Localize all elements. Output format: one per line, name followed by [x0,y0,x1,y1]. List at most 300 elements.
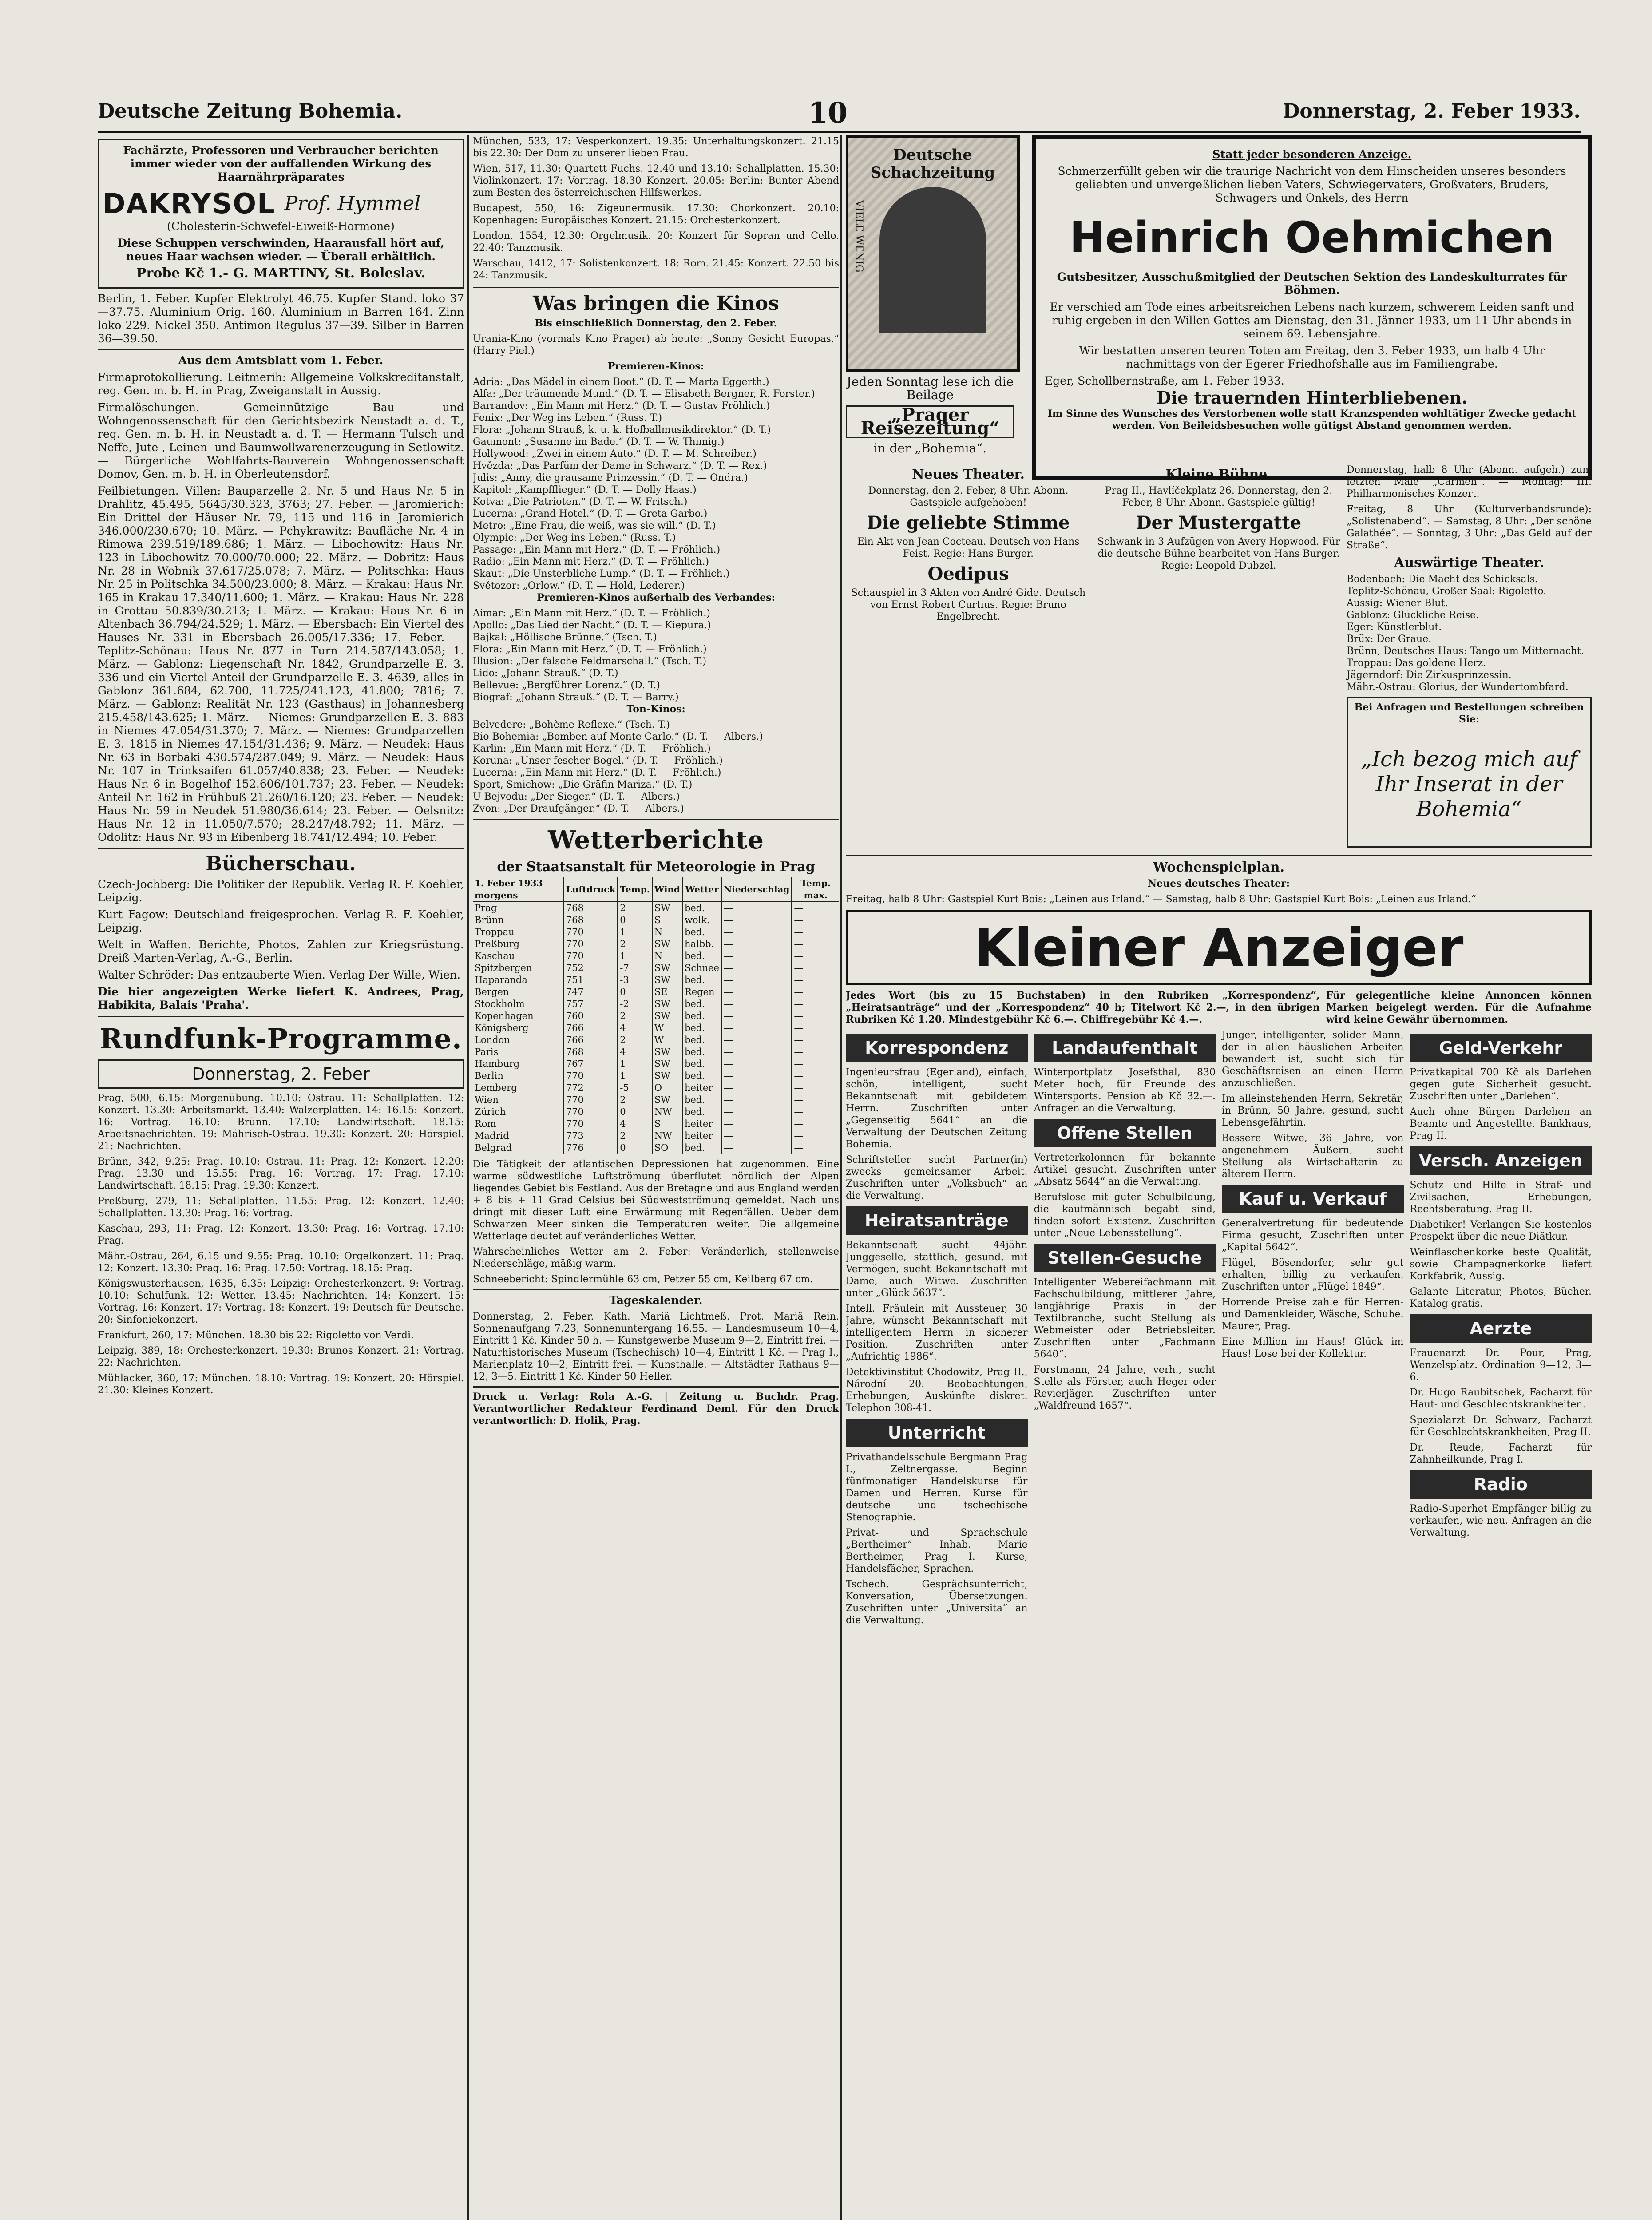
theatre-entry: Teplitz-Schönau, Großer Saal: Rigoletto. [1347,586,1547,597]
weather-cell: bed. [682,1094,721,1106]
cinema-entry: Lido: „Johann Strauß.“ (D. T.) [473,668,618,679]
classified-ad: Flügel, Bösendorfer, sehr gut erhalten, billig zu verkaufen. Zuschriften unter „Flügel 1849“. [1222,1257,1404,1292]
theatre-program: Donnerstag, halb 8 Uhr (Abonn. aufgeh.) zum letzten Male „Carmen“. — Montag: III. Philharmonisches Konzert. [1347,464,1592,500]
amtsblatt-item: Firmalöschungen. Gemeinnützige Bau- und Wohngenossenschaft für den Gerichtsbezirk Neustadt a. d. T., reg. Gen. m. b. H. in Neustadt a. d. T. — Hermann Tulsch und Neffe, Jute-, Leinen- und Baumwollwarenerzeugung in Setlowitz. — Bürgerliche Wohlfahrts-Bauverein Wohngenossenschaft Domov, Gen. m. b. H. in Oberleutensdorf. [98,401,464,480]
ad-product: DAKRYSOL [103,187,276,220]
weather-snow: Schneebericht: Spindlermühle 63 cm, Petzer 55 cm, Keilberg 67 cm. [473,1274,813,1285]
classified-ad: Intelligenter Webereifachmann mit Fachschulbildung, mittlerer Jahre, langjährige Praxis in der Textilbranche, sucht Stellung als Webmeister oder Betriebsleiter. Zuschriften unter „Fachmann 5640“. [1034,1277,1216,1360]
theatre-entry: Eger: Künstlerblut. [1347,622,1442,633]
classified-ad: Winterportplatz Josefsthal, 830 Meter hoch, für Freunde des Wintersports. Pension ab Kč 32.—. Anfragen an die Verwaltung. [1034,1067,1216,1114]
auswaertige-heading: Auswärtige Theater. [1394,555,1544,571]
weather-cell: 773 [564,1130,618,1142]
weather-cell: Zürich [475,1106,506,1117]
cinema-entry: Koruna: „Unser fescher Bogel.“ (D. T. — Fröhlich.) [473,755,723,766]
cinema-entry: Metro: „Eine Frau, die weiß, was sie will.“ (D. T.) [473,520,716,531]
weather-cell: — [792,1010,839,1022]
cinema-entry: Belvedere: „Bohème Reflexe.“ (Tsch. T.) [473,719,670,730]
cat-heiratsantraege: Heiratsanträge [846,1206,1028,1235]
cinema-entry: Kapitol: „Kampfflieger.“ (D. T. — Dolly Haas.) [473,484,697,496]
weather-cell: 0 [618,914,652,926]
neues-theater [846,464,1091,851]
weather-cell: — [721,1034,792,1046]
weather-cell: — [792,998,839,1010]
cinema-entry: Julis: „Anny, die grausame Prinzessin.“ (D. T. — Ondra.) [473,472,748,484]
schach-logo [846,135,1020,372]
theatre-entry: Jägerndorf: Die Zirkusprinzessin. [1347,670,1512,681]
weather-cell: Madrid [475,1130,509,1141]
theatre-program: Freitag, 8 Uhr (Kulturverbandsrunde): „Solistenabend“. — Samstag, 8 Uhr: „Der schöne Galathée“. — Sonntag, 3 Uhr: „Das Geld auf der Straße“. [1347,504,1592,551]
weather-cell: 1 [618,1070,652,1082]
weather-row [473,1010,839,1022]
classified-ad: Privat- und Sprachschule „Bertheimer“ Inhab. Marie Bertheimer, Prag I. Kurse, Handelsfächer, Sprachen. [846,1527,1028,1574]
book-entry: Czech-Jochberg: Die Politiker der Republik. Verlag R. F. Koehler, Leipzig. [98,878,464,904]
divider [98,848,464,849]
weather-row [473,1142,839,1154]
weather-cell: London [475,1035,510,1045]
weather-row [473,962,839,974]
divider [473,1386,839,1388]
weather-col-header: Temp. [618,877,652,902]
weather-cell: 2 [618,1130,652,1142]
kl-rules-text2: Für gelegentliche kleine Annoncen können Marken beigelegt werden. Für die Aufnahme wird keine Gewähr übernommen. [1326,990,1592,1025]
weather-header-row [473,877,839,902]
weather-cell: Rom [475,1118,496,1129]
weather-cell: — [721,926,792,938]
stimme-title: Die geliebte Stimme [867,512,1070,533]
classified-ad: Junger, intelligenter, solider Mann, der in allen häuslichen Arbeiten bewandert ist, sucht sich für Geschäftsreisen an einen Herrn anzuschließen. [1222,1030,1404,1089]
weather-cell: bed. [682,998,721,1010]
weather-cell: — [792,1034,839,1046]
weather-cell: bed. [682,1106,721,1118]
radio-program: Leipzig, 389, 18: Orchesterkonzert. 19.30: Brunos Konzert. 21: Vortrag. 22: Nachrichten. [98,1345,464,1368]
weather-row [473,902,839,914]
classified-ad: Eine Million im Haus! Glück im Haus! Lose bei der Kollektur. [1222,1336,1404,1360]
weather-cell: — [721,1046,792,1058]
prager-title: „Prager Reisezeitung“ [846,405,1014,438]
weather-cell: — [792,1082,839,1094]
miner-figure-icon [879,187,986,333]
weather-row [473,1106,839,1118]
weather-cell: NW [652,1106,682,1118]
death-notice [1032,135,1592,480]
premieren-heading: Premieren-Kinos: [607,361,705,372]
classified-ad: Schriftsteller sucht Partner(in) zwecks gemeinsamer Arbeit. Zuschriften unter „Volksbuch“ an die Verwaltung. [846,1154,1028,1201]
weather-cell: Troppau [475,927,515,937]
classified-ad: Privathandelsschule Bergmann Prag I., Zeltnergasse. Beginn fünfmonatiger Handelskurse für Damen und Herren. Kurse für deutsche und tschechische Stenographie. [846,1452,1028,1523]
neues-theater-info: Donnerstag, den 2. Feber, 8 Uhr. Abonn. Gastspiele aufgehoben! [868,485,1069,508]
divider [98,349,464,350]
weather-col-header: 1. Feber 1933 morgens [473,877,564,902]
kino-heading: Was bringen die Kinos [533,292,779,315]
weather-cell: — [792,914,839,926]
weather-row [473,1058,839,1070]
weather-cell: — [721,1022,792,1034]
weather-cell: Brünn [475,915,504,925]
cinema-entry: Lucerna: „Ein Mann mit Herz.“ (D. T. — Fröhlich.) [473,767,721,778]
weather-cell: halbb. [682,938,721,950]
weather-cell: 767 [564,1058,618,1070]
weather-cell: SW [652,1010,682,1022]
theatre-entry: Bodenbach: Die Macht des Schicksals. [1347,574,1538,585]
weather-cell: 2 [618,902,652,914]
weather-cell: 4 [618,1046,652,1058]
weather-cell: SW [652,974,682,986]
weather-cell: 0 [618,1106,652,1118]
radio-program: Wien, 517, 11.30: Quartett Fuchs. 12.40 und 13.10: Schallplatten. 15.30: Violinkonzert. 17: Vortrag. 18.30 Konzert. 20.05: Berlin: Bunter Abend zum Besten des österreichischen Hilfswerkes. [473,163,839,198]
weather-row [473,1070,839,1082]
weather-cell: 747 [564,986,618,998]
weather-cell: Wien [475,1094,499,1105]
weather-cell: SW [652,1070,682,1082]
theatre-section [846,464,1592,851]
cat-versch-anzeigen: Versch. Anzeigen [1410,1146,1592,1175]
radio-program: Kaschau, 293, 11: Prag. 12: Konzert. 13.30: Prag. 16: Vortrag. 17.10: Prag. [98,1223,464,1246]
masthead-title: Deutsche Zeitung Bohemia. [98,100,403,123]
classified-ad: Im alleinstehenden Herrn, Sekretär, in Brünn, 50 Jahre, gesund, sucht Lebensgefährtin. [1222,1093,1404,1128]
masthead-date: Donnerstag, 2. Feber 1933. [1283,100,1581,123]
theatre-entry: Troppau: Das goldene Herz. [1347,658,1486,669]
weather-cell: NW [652,1130,682,1142]
cinema-entry: Passage: „Ein Mann mit Herz.“ (D. T. — Fröhlich.) [473,544,721,555]
cinema-entry: Illusion: „Der falsche Feldmarschall.“ (Tsch. T.) [473,656,707,667]
notice-text4: Wir bestatten unseren teuren Toten am Freitag, den 3. Feber 1933, um halb 4 Uhr nachmittags von der Egerer Friedhofshalle aus im Familiengrabe. [1079,344,1545,370]
weather-cell: — [792,1070,839,1082]
cinema-entry: Skaut: „Die Unsterbliche Lump.“ (D. T. — Fröhlich.) [473,568,730,579]
weather-cell: 2 [618,1010,652,1022]
classified-ad: Galante Literatur, Photos, Bücher. Katalog gratis. [1410,1286,1592,1309]
weather-cell: N [652,926,682,938]
weather-cell: heiter [682,1082,721,1094]
weather-cell: -7 [618,962,652,974]
weather-cell: — [721,962,792,974]
weather-cell: 776 [564,1142,618,1154]
wetter-heading: Wetterberichte [548,825,764,855]
weather-cell: — [721,1010,792,1022]
weather-cell: 751 [564,974,618,986]
more-theatres [1347,464,1592,851]
weather-cell: 770 [564,950,618,962]
ausserhalb-heading: Premieren-Kinos außerhalb des Verbandes: [537,592,775,603]
classified-ad: Detektivinstitut Chodowitz, Prag II., Národní 20. Beobachtungen, Erhebungen, Auskünfte diskret. Telephon 308-41. [846,1367,1028,1414]
cinema-entry: Biograf: „Johann Strauß.“ (D. T. — Barry.) [473,692,679,703]
weather-cell: -2 [618,998,652,1010]
ad-probe: Probe Kč 1.- G. MARTINY, St. Boleslav. [136,266,426,281]
book-entry: Welt in Waffen. Berichte, Photos, Zahlen zur Kriegsrüstung. Dreiß Marten-Verlag, A.-G., Berlin. [98,938,464,964]
weather-cell: Haparanda [475,975,527,985]
weather-row [473,1082,839,1094]
cinema-entry: Aimar: „Ein Mann mit Herz.“ (D. T. — Fröhlich.) [473,608,710,619]
classified-ad: Dr. Hugo Raubitschek, Facharzt für Haut- und Geschlechtskrankheiten. [1410,1387,1592,1410]
classified-ad: Schutz und Hilfe in Straf- und Zivilsachen, Erhebungen, Rechtsberatung. Prag II. [1410,1180,1592,1215]
classified-ad: Horrende Preise zahle für Herren- und Damenkleider, Wäsche, Schuhe. Maurer, Prag. [1222,1297,1404,1332]
weather-cell: Belgrad [475,1142,512,1153]
classified-ad: Vertreterkolonnen für bekannte Artikel gesucht. Zuschriften unter „Absatz 5644“ an die Verwaltung. [1034,1152,1216,1187]
cinema-entry: Flora: „Johann Strauß, k. u. k. Hofballmusikdirektor.“ (D. T.) [473,424,771,436]
divider [473,1289,839,1290]
kleine-heading: Kleine Bühne. [1165,467,1272,482]
kl-rules [846,990,1592,1029]
cinema-entry: Hvězda: „Das Parfüm der Dame in Schwarz.“ (D. T. — Rex.) [473,460,767,472]
cat-offene-stellen: Offene Stellen [1034,1119,1216,1147]
prager-line2: in der „Bohemia“. [873,441,987,456]
weather-cell: — [721,986,792,998]
neues-theater-heading: Neues Theater. [912,467,1025,482]
weather-cell: — [721,1094,792,1106]
weather-cell: SW [652,1094,682,1106]
weather-cell: 2 [618,938,652,950]
ad-signature: Prof. Hymmel [284,192,421,215]
classified-ad: Auch ohne Bürgen Darlehen an Beamte und Angestellte. Bankhaus, Prag II. [1410,1106,1592,1142]
column-rule [840,135,842,2220]
weather-cell: Königsberg [475,1023,529,1033]
weather-cell: — [792,926,839,938]
weather-cell: — [792,974,839,986]
classified-ad: Radio-Superhet Empfänger billig zu verkaufen, wie neu. Anfragen an die Verwaltung. [1410,1503,1592,1538]
mustergatte-title: Der Mustergatte [1136,512,1302,533]
cat-unterricht: Unterricht [846,1419,1028,1447]
classified-ad: Frauenarzt Dr. Pour, Prag, Wenzelsplatz. Ordination 9—12, 3—6. [1410,1348,1592,1383]
classified-ad: Bekanntschaft sucht 44jähr. Junggeselle, stattlich, gesund, mit Vermögen, sucht Bekanntschaft mit Dame, auch Witwe. Zuschriften unter „Glück 5637“. [846,1240,1028,1299]
weather-cell: — [792,1046,839,1058]
divider [473,286,839,288]
weather-cell: bed. [682,1046,721,1058]
weather-cell: 770 [564,926,618,938]
rundfunk-heading: Rundfunk-Programme. [99,1023,462,1055]
classified-ad: Dr. Reude, Facharzt für Zahnheilkunde, Prag I. [1410,1442,1592,1465]
weather-cell: Berlin [475,1070,503,1081]
rundfunk-day: Donnerstag, 2. Feber [98,1059,464,1089]
classified-col-1 [846,1029,1028,1630]
notice-text3: Er verschied am Tode eines arbeitsreichen Lebens nach kurzem, schwerem Leiden sanft und ruhig ergeben in den Willen Gottes am Dienstag, den 31. Jänner 1933, um 11 Uhr abends in seinem 69. Lebensjahre. [1050,301,1574,340]
notice-name: Heinrich Oehmichen [1069,213,1555,262]
radio-program: Prag, 500, 6.15: Morgenübung. 10.10: Ostrau. 11: Schallplatten. 12: Konzert. 13.30: Arbeitsmarkt. 13.40: Walzerplatten. 14: 16.15: Konzert. 16: Vortrag. 16.10: Brünn. 17.10: Landwirtschaft. 18.15: Arbeitsnachrichten. 19: Mährisch-Ostrau. 19.30: Konzert. 20: Hörspiel. 21: Nachrichten. [98,1093,464,1152]
radio-program: Mühlacker, 360, 17: München. 18.10: Vortrag. 19: Konzert. 20: Hörspiel. 21.30: Kleines Konzert. [98,1373,464,1396]
radio-program: Warschau, 1412, 17: Solistenkonzert. 18: Rom. 21.45: Konzert. 22.50 bis 24: Tanzmusik. [473,258,839,281]
weather-cell: bed. [682,926,721,938]
theatre-entry: Brüx: Der Graue. [1347,634,1432,645]
cinema-entry: Olympic: „Der Weg ins Leben.“ (Russ. T.) [473,532,676,543]
weather-col-header: Temp. max. [792,877,839,902]
weather-col-header: Wetter [682,877,721,902]
weather-cell: SO [652,1142,682,1154]
kl-rules-text: Jedes Wort (bis zu 15 Buchstaben) in den Rubriken „Korrespondenz“, „Heiratsanträge“ und der „Korrespondenz“ 40 h; Titelwort Kč 2.—, in den übrigen Rubriken Kč 1.20. Mindestgebühr Kč 6.—. Chiffregebühr Kč 4.—. [846,990,1320,1025]
weather-cell: W [652,1022,682,1034]
imprint: Druck u. Verlag: Rola A.-G. | Zeitung u. Buchdr. Prag. Verantwortlicher Redakteur Ferdinand Deml. Für den Druck verantwortlich: D. Holik, Prag. [473,1391,839,1427]
book-note: Die hier angezeigten Werke liefert K. Andrees, Prag, Habikita, Balais 'Praha'. [98,985,464,1011]
tageskalender-heading: Tageskalender. [609,1294,703,1307]
radio-program: Budapest, 550, 16: Zigeunermusik. 17.30: Chorkonzert. 20.10: Kopenhagen: Europäisches Konzert. 21.15: Orchesterkonzert. [473,203,839,226]
weather-cell: Hamburg [475,1058,520,1069]
weather-cell: SW [652,962,682,974]
weather-cell: Bergen [475,987,509,997]
amtsblatt-heading: Aus dem Amtsblatt vom 1. Feber. [178,354,384,367]
weather-cell: SW [652,1046,682,1058]
weather-cell: — [721,1082,792,1094]
column-rule [467,135,469,2220]
classifieds-grid [846,1029,1592,1630]
weather-cell: Stockholm [475,999,525,1009]
ad-header: Fachärzte, Professoren und Verbraucher berichten immer wieder von der auffallenden Wirkung des Haarnährpräparates [123,144,439,183]
divider [846,855,1592,856]
weather-cell: — [721,1058,792,1070]
weather-cell: 768 [564,902,618,914]
weather-cell: 770 [564,1094,618,1106]
weather-cell: — [721,914,792,926]
weather-cell: Spitzbergen [475,963,532,973]
notice-head: Statt jeder besonderen Anzeige. [1212,148,1412,161]
classified-col-2 [1034,1029,1216,1630]
weather-cell: 768 [564,1046,618,1058]
radio-program: Frankfurt, 260, 17: München. 18.30 bis 22: Rigoletto von Verdi. [98,1330,414,1341]
cat-kauf-verkauf: Kauf u. Verkauf [1222,1185,1404,1213]
weather-cell: 760 [564,1010,618,1022]
weather-cell: — [721,950,792,962]
weather-cell: N [652,950,682,962]
weather-cell: 0 [618,986,652,998]
weather-cell: S [652,1118,682,1130]
prager-line1: Jeden Sonntag lese ich die Beilage [846,374,1014,402]
radio-program: Preßburg, 279, 11: Schallplatten. 11.55: Prag. 12: Konzert. 12.40: Schallplatten. 13.30: Prag. 16: Vortrag. [98,1196,464,1219]
weather-row [473,1022,839,1034]
weather-cell: 757 [564,998,618,1010]
wochenspiel-text: Freitag, halb 8 Uhr: Gastspiel Kurt Bois: „Leinen aus Irland.“ — Samstag, halb 8 Uhr: Gastspiel Kurt Bois: „Leinen aus Irland.“ [846,894,1476,905]
weather-cell: 4 [618,1118,652,1130]
weather-cell: Schnee [682,962,721,974]
weather-cell: Prag [475,903,497,913]
theatre-entry: Gablonz: Glückliche Reise. [1347,610,1479,621]
amtsblatt-item: Feilbietungen. Villen: Bauparzelle 2. Nr. 5 und Haus Nr. 5 in Drahlitz, 45.495, 5645/30.323, 3763; 27. Feber. — Jaromierich: Ein Drittel der Häuser Nr. 79, 115 und 116 in Jaromierich 346.000/230.670; 10. März. — Pchykrawitz: Baufläche Nr. 4 in Rimowa 239.519/189.686; 1. März. — Libochowitz: Haus Nr. 123 in Libochowitz 70.000/70.000; 22. März. — Dobritz: Haus Nr. 28 in Wobnik 37.617/25.078; 7. März. — Politschka: Haus Nr. 25 in Politschka 34.500/23.000; 8. März. — Krakau: Haus Nr. 165 in Krakau 17.340/11.600; 1. März. — Krakau: Haus Nr. 228 in Grottau 50.839/30.213; 1. März. — Krakau: Haus Nr. 6 in Altenbach 36.794/24.529; 1. März. — Ebersbach: Ein Viertel des Hauses Nr. 331 in Ebersbach 26.005/17.336; 17. Feber. — Teplitz-Schönau: Haus Nr. 877 in Turn 214.587/143.058; 1. März. — Gablonz: Liegenschaft Nr. 1842, Grundparzelle E. 3. 336 und ein Viertel Anteil der Grundparzelle E. 3. 4639, alles in Gablonz 361.684, 62.700, 11.725/241.123, 41.800; 7816; 7. März. — Gablonz: Realität Nr. 123 (Gasthaus) in Johannesberg 215.458/143.625; 1. März. — Niemes: Grundparzellen E. 3. 883 in Niemes 47.054/31.370; 7. März. — Niemes: Grundparzellen E. 3. 1815 in Niemes 47.154/31.436; 9. März. — Neudek: Haus Nr. 63 in Borbaki 430.574/287.049; 9. März. — Neudek: Haus Nr. 107 in Trinksaifen 61.057/40.838; 23. Feber. — Neudek: Haus Nr. 6 in Bogelhof 152.606/101.737; 23. Feber. — Neudek: Anteil Nr. 162 in Frühbuß 21.260/16.120; 23. Feber. — Neudek: Haus Nr. 59 in Neudek 51.980/36.614; 23. Feber. — Oelsnitz: Haus Nr. 12 in 11.050/7.570; 28.247/48.792; 11. März. — Odolitz: Haus Nr. 93 in Eibenberg 18.741/12.494; 10. Feber. [98,484,464,844]
kleiner-anzeiger-heading: Kleiner Anzeiger [846,910,1592,985]
book-entry: Walter Schröder: Das entzauberte Wien. Verlag Der Wille, Wien. [98,968,461,981]
weather-cell: 766 [564,1022,618,1034]
notice-extra: Im Sinne des Wunsches des Verstorbenen wolle statt Kranzspenden wohltätiger Zwecke gedacht werden. Von Beileidsbesuchen wolle gütigst Abstand genommen werden. [1047,408,1577,432]
notice-text2: Gutsbesitzer, Ausschußmitglied der Deutschen Sektion des Landeskulturrates für Böhmen. [1057,270,1567,297]
weather-row [473,1046,839,1058]
tonkino-list [473,719,839,815]
weather-cell: — [792,986,839,998]
cat-geldverkehr: Geld-Verkehr [1410,1034,1592,1062]
classified-col-4 [1410,1029,1592,1630]
weather-col-header: Luftdruck [564,877,618,902]
cinema-entry: Apollo: „Das Lied der Nacht.“ (D. T. — Kiepura.) [473,620,711,631]
weather-cell: bed. [682,1010,721,1022]
weather-cell: 770 [564,938,618,950]
weather-cell: 770 [564,1070,618,1082]
weather-cell: wolk. [682,914,721,926]
kino-sub: Bis einschließlich Donnerstag, den 2. Feber. [535,317,777,329]
weather-cell: — [721,1106,792,1118]
theatre-entry: Brünn, Deutsches Haus: Tango um Mitternacht. [1347,646,1585,657]
weather-cell: bed. [682,1142,721,1154]
weather-cell: 770 [564,1118,618,1130]
weather-cell: — [721,1118,792,1130]
metal-prices: Berlin, 1. Feber. Kupfer Elektrolyt 46.75. Kupfer Stand. loko 37—37.75. Aluminium Orig. 160. Aluminium in Barren 164. Zinn loko 229. Nickel 350. Antimon Regulus 37—39. Silber in Barren 36—39.50. [98,292,464,345]
theatre-entry: Mähr.-Ostrau: Glorius, der Wundertombfard. [1347,682,1569,693]
weather-cell: SW [652,1058,682,1070]
classified-ad: Berufslose mit guter Schulbildung, die kaufmännisch begabt sind, finden sofort Existenz. Zuschriften unter „Neue Lebensstellung“. [1034,1192,1216,1239]
weather-cell: 770 [564,1106,618,1118]
weather-cell: Regen [682,986,721,998]
weather-cell: W [652,1034,682,1046]
weather-cell: SW [652,998,682,1010]
weather-cell: — [792,1106,839,1118]
weather-cell: SE [652,986,682,998]
classified-ad: Ingenieursfrau (Egerland), einfach, schön, intelligent, sucht Bekanntschaft mit gebildetem Herrn. Zuschriften unter „Gegenseitig 5641“ an die Verwaltung der Deutschen Zeitung Bohemia. [846,1067,1028,1150]
weather-row [473,1118,839,1130]
weather-cell: Kaschau [475,951,515,961]
notice-sign: Die trauernden Hinterbliebenen. [1156,388,1468,408]
cinema-entry: Fenix: „Der Weg ins Leben.“ (Russ. T.) [473,412,662,424]
weather-cell: Lemberg [475,1082,517,1093]
classified-ad: Intell. Fräulein mit Aussteuer, 30 Jahre, wünscht Bekanntschaft mit intelligentem Herrn in sicherer Position. Zuschriften unter „Aufrichtig 1986“. [846,1303,1028,1362]
column-1 [98,135,464,2220]
weather-row [473,1094,839,1106]
radio-program: Brünn, 342, 9.25: Prag. 10.10: Ostrau. 11: Prag. 12: Konzert. 12.20: Prag. 13.30 und 15.55: Prag. 16: Vortrag. 17: Prag. 17.10: Landwirtschaft. 18.15: Prag. 19.30: Konzert. [98,1156,464,1191]
weather-cell: — [792,1022,839,1034]
classified-ad: Bessere Witwe, 36 Jahre, von angenehmem Äußern, sucht Stellung als Wirtschafterin zu älterem Herrn. [1222,1133,1404,1180]
cinema-entry: Gaumont: „Susanne im Bade.“ (D. T. — W. Thimig.) [473,436,725,448]
classified-ad: Diabetiker! Verlangen Sie kostenlos Prospekt über die neue Diätkur. [1410,1219,1592,1242]
cinema-entry: Hollywood: „Zwei in einem Auto.“ (D. T. — M. Schreiber.) [473,448,757,460]
classified-ad: Privatkapital 700 Kč als Darlehen gegen gute Sicherheit gesucht. Zuschriften unter „Darlehen“. [1410,1067,1592,1102]
cinema-entry: Světozor: „Orlow.“ (D. T. — Hold, Lederer.) [473,580,685,591]
cat-radio: Radio [1410,1470,1592,1498]
weather-cell: — [792,1142,839,1154]
tageskalender-text: Donnerstag, 2. Feber. Kath. Mariä Lichtmeß. Prot. Mariä Rein. Sonnenaufgang 7.23, Sonnenuntergang 16.55. — Landesmuseum 10—4, Eintritt 1 Kč. Kinder 50 h. — Kunstgewerbe Museum 9—2, Eintritt frei. — Naturhistorisches Museum (Tschechisch) 10—4, Eintritt 1 Kč. — Prag I., Marienplatz 10—2, Eintritt frei. — Kunsthalle. — Altstädter Rathaus 9—12, 3—5. Eintritt 1 Kč, Kinder 50 Heller. [473,1311,839,1382]
cinema-entry: Sport, Smichow: „Die Gräfin Mariza.“ (D. T.) [473,779,693,790]
weather-cell: S [652,914,682,926]
weather-cell: — [721,998,792,1010]
weather-cell: bed. [682,1034,721,1046]
weather-cell: — [721,938,792,950]
weather-cell: bed. [682,1022,721,1034]
cat-korrespondenz: Korrespondenz [846,1034,1028,1062]
weather-cell: — [792,1094,839,1106]
weather-cell: — [721,1130,792,1142]
kleine-info: Prag II., Havlíčekplatz 26. Donnerstag, den 2. Feber, 8 Uhr. Abonn. Gastspiele gültig! [1105,485,1333,508]
radio-program: München, 533, 17: Vesperkonzert. 19.35: Unterhaltungskonzert. 21.15 bis 22.30: Der Dom zu unserer lieben Frau. [473,136,839,159]
cinema-entry: Bio Bohemia: „Bomben auf Monte Carlo.“ (D. T. — Albers.) [473,731,763,742]
weather-row [473,938,839,950]
weather-cell: -5 [618,1082,652,1094]
weather-cell: bed. [682,902,721,914]
divider [473,819,839,821]
weather-cell: bed. [682,950,721,962]
logo-title: Deutsche Schachzeitung [870,146,995,182]
weather-cell: — [792,902,839,914]
cinema-entry: Radio: „Ein Mann mit Herz.“ (D. T. — Fröhlich.) [473,556,709,567]
weather-row [473,986,839,998]
weather-row [473,914,839,926]
weather-cell: 1 [618,950,652,962]
weather-cell: 752 [564,962,618,974]
weather-cell: Preßburg [475,939,520,949]
weather-row [473,974,839,986]
weather-text: Die Tätigkeit der atlantischen Depressionen hat zugenommen. Eine warme südwestliche Luftströmung überflutet nördlich der Alpen liegendes Gebiet bis Festland. Aus der Bretagne und aus England werden + 8 bis + 11 Grad Celsius bei Südwestströmung gemeldet. Nach uns dringt mit dieser Luft eine Erwärmung mit Regenfällen. Ueber dem Schwarzen Meer sinken die Temperaturen weiter. Die allgemeine Wetterlage deutet auf veränderliches Wetter. [473,1159,839,1242]
page-number: 10 [808,96,848,130]
cinema-entry: U Bejvodu: „Der Sieger.“ (D. T. — Albers.) [473,791,680,802]
classified-ad: Weinflaschenkorke beste Qualität, sowie Champagnerkorke liefert Korkfabrik, Aussig. [1410,1247,1592,1282]
weather-cell: 4 [618,1022,652,1034]
weather-cell: 2 [618,1034,652,1046]
weather-row [473,1034,839,1046]
cinema-entry: Bajkal: „Höllische Brünne.“ (Tsch. T.) [473,632,657,643]
weather-cell: — [792,938,839,950]
weather-cell: Paris [475,1047,499,1057]
weather-cell: 2 [618,1094,652,1106]
mustergatte-text: Schwank in 3 Aufzügen von Avery Hopwood. Für die deutsche Bühne bearbeitet von Hans Burger. Regie: Leopold Dubzel. [1097,536,1340,571]
kleine-buehne [1096,464,1341,851]
